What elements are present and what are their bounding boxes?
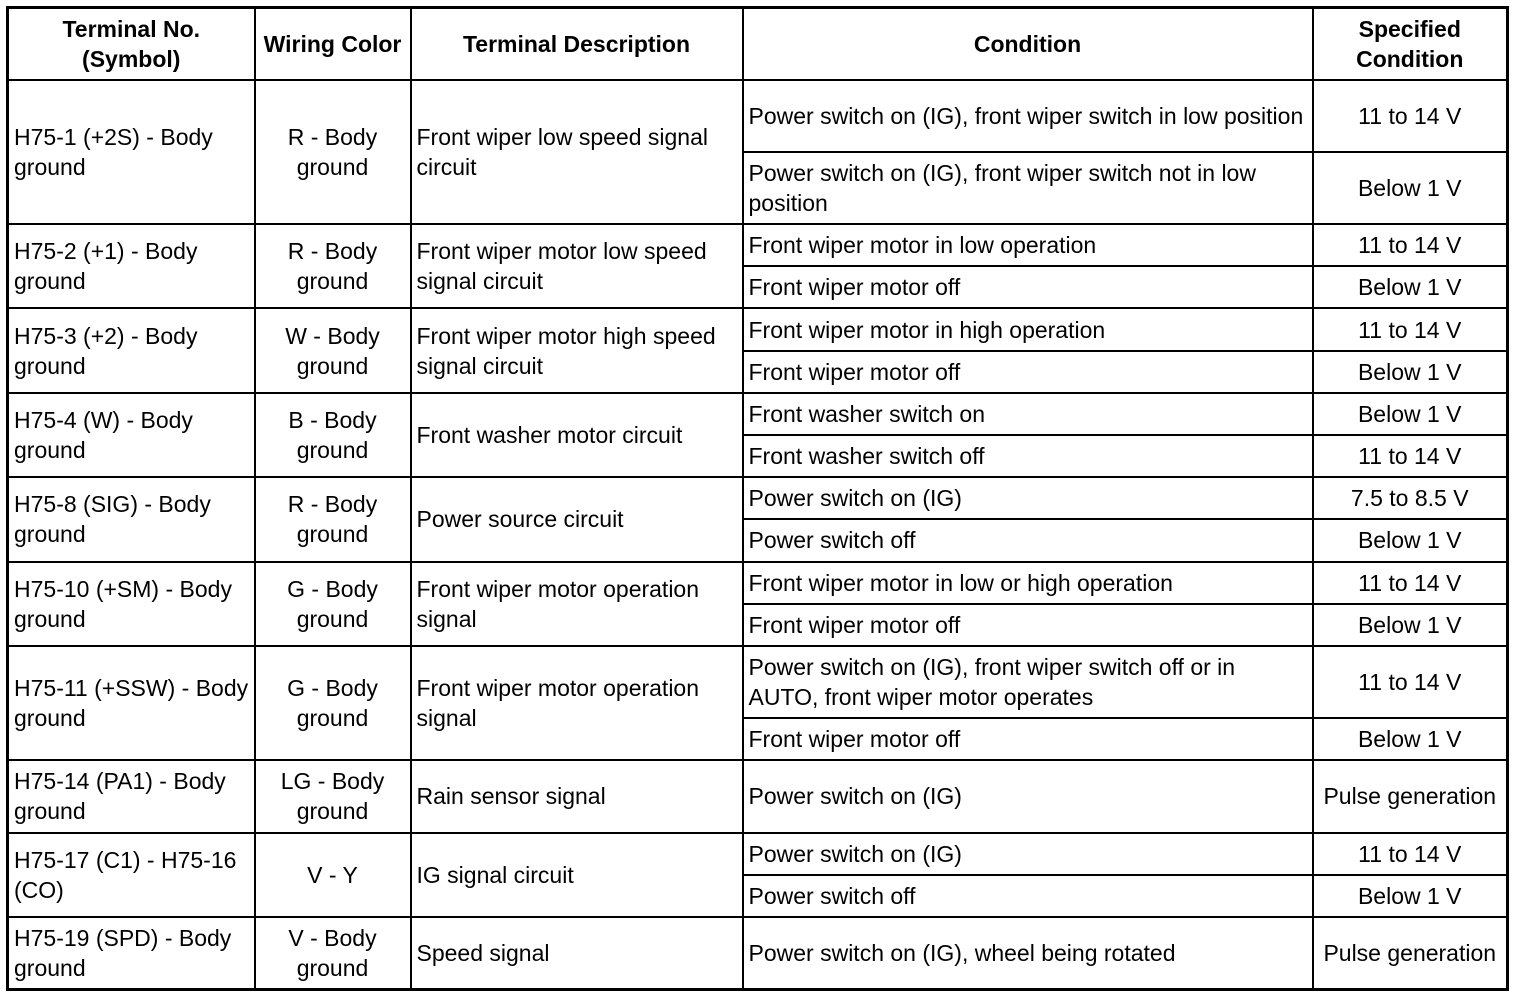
wiring-color-cell: V - Body ground [255,917,411,990]
condition-cell: Power switch on (IG), front wiper switch in low position [743,80,1313,152]
wiring-color-cell: LG - Body ground [255,760,411,832]
terminal-description-cell: IG signal circuit [411,833,743,917]
specified-condition-cell: Below 1 V [1313,152,1508,224]
terminal-spec-table [6,6,1509,991]
wiring-color-cell: R - Body ground [255,477,411,561]
terminal-cell: H75-4 (W) - Body ground [8,393,255,477]
table-row [8,393,1508,435]
table-row [8,646,1508,718]
table-row [8,308,1508,350]
header-specified-condition: Specified Condition [1313,8,1508,80]
specified-condition-cell: Below 1 V [1313,351,1508,393]
table-row [8,224,1508,266]
specified-condition-cell: 11 to 14 V [1313,833,1508,875]
terminal-cell: H75-19 (SPD) - Body ground [8,917,255,990]
specified-condition-cell: Below 1 V [1313,718,1508,760]
table-row [8,760,1508,832]
wiring-color-cell: B - Body ground [255,393,411,477]
condition-cell: Front wiper motor in low or high operation [743,562,1313,604]
condition-cell: Front wiper motor off [743,718,1313,760]
table-row [8,917,1508,990]
specified-condition-cell: Below 1 V [1313,393,1508,435]
terminal-cell: H75-8 (SIG) - Body ground [8,477,255,561]
terminal-cell: H75-1 (+2S) - Body ground [8,80,255,225]
specified-condition-cell: 11 to 14 V [1313,562,1508,604]
specified-condition-cell: 11 to 14 V [1313,646,1508,718]
table-row [8,80,1508,152]
specified-condition-cell: 11 to 14 V [1313,435,1508,477]
specified-condition-cell: Below 1 V [1313,604,1508,646]
specified-condition-cell: 7.5 to 8.5 V [1313,477,1508,519]
terminal-cell: H75-11 (+SSW) - Body ground [8,646,255,760]
specified-condition-cell: Below 1 V [1313,875,1508,917]
condition-cell: Front washer switch off [743,435,1313,477]
table-row [8,477,1508,519]
condition-cell: Power switch on (IG) [743,833,1313,875]
condition-cell: Front wiper motor off [743,604,1313,646]
terminal-cell: H75-3 (+2) - Body ground [8,308,255,392]
condition-cell: Front wiper motor in low operation [743,224,1313,266]
specified-condition-cell: Below 1 V [1313,266,1508,308]
condition-cell: Front wiper motor off [743,351,1313,393]
terminal-description-cell: Front wiper low speed signal circuit [411,80,743,225]
terminal-cell: H75-14 (PA1) - Body ground [8,760,255,832]
specified-condition-cell: Pulse generation [1313,917,1508,990]
terminal-description-cell: Front wiper motor low speed signal circuit [411,224,743,308]
condition-cell: Power switch on (IG), wheel being rotated [743,917,1313,990]
condition-cell: Power switch off [743,875,1313,917]
terminal-description-cell: Speed signal [411,917,743,990]
terminal-description-cell: Front wiper motor operation signal [411,562,743,646]
condition-cell: Power switch on (IG) [743,477,1313,519]
condition-cell: Front wiper motor in high operation [743,308,1313,350]
header-condition: Condition [743,8,1313,80]
terminal-description-cell: Front washer motor circuit [411,393,743,477]
terminal-description-cell: Front wiper motor operation signal [411,646,743,760]
wiring-color-cell: V - Y [255,833,411,917]
wiring-color-cell: R - Body ground [255,224,411,308]
wiring-color-cell: G - Body ground [255,562,411,646]
wiring-color-cell: W - Body ground [255,308,411,392]
header-terminal: Terminal No. (Symbol) [8,8,255,80]
condition-cell: Front wiper motor off [743,266,1313,308]
terminal-description-cell: Front wiper motor high speed signal circuit [411,308,743,392]
wiring-color-cell: R - Body ground [255,80,411,225]
header-row [8,8,1508,80]
terminal-cell: H75-2 (+1) - Body ground [8,224,255,308]
specified-condition-cell: 11 to 14 V [1313,308,1508,350]
terminal-cell: H75-17 (C1) - H75-16 (CO) [8,833,255,917]
condition-cell: Power switch on (IG), front wiper switch off or in AUTO, front wiper motor operates [743,646,1313,718]
table-row [8,562,1508,604]
header-wiring-color: Wiring Color [255,8,411,80]
header-terminal-description: Terminal Description [411,8,743,80]
condition-cell: Power switch on (IG) [743,760,1313,832]
terminal-description-cell: Power source circuit [411,477,743,561]
specified-condition-cell: 11 to 14 V [1313,80,1508,152]
table-body [8,80,1508,990]
terminal-cell: H75-10 (+SM) - Body ground [8,562,255,646]
condition-cell: Power switch off [743,519,1313,561]
terminal-description-cell: Rain sensor signal [411,760,743,832]
specified-condition-cell: Below 1 V [1313,519,1508,561]
specified-condition-cell: 11 to 14 V [1313,224,1508,266]
specified-condition-cell: Pulse generation [1313,760,1508,832]
table-row [8,833,1508,875]
wiring-color-cell: G - Body ground [255,646,411,760]
condition-cell: Front washer switch on [743,393,1313,435]
condition-cell: Power switch on (IG), front wiper switch not in low position [743,152,1313,224]
